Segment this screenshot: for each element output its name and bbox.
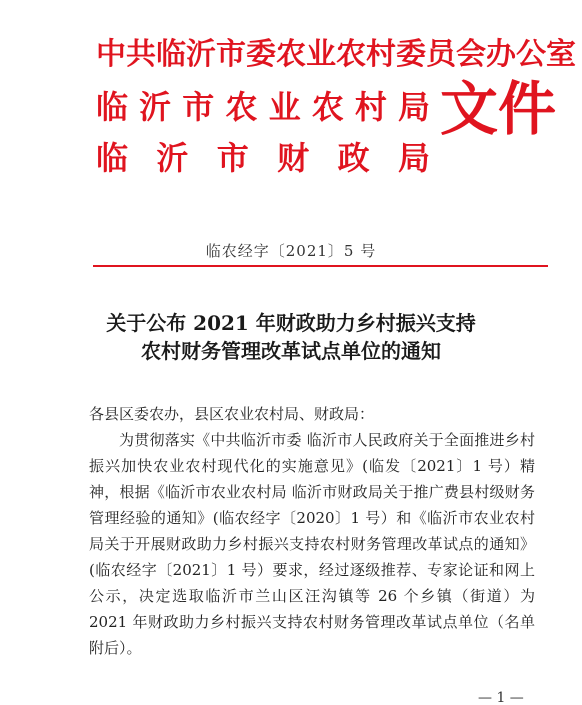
issuer-char: 市 bbox=[216, 37, 246, 72]
issuer-char: 农 bbox=[311, 88, 344, 126]
issuer-header bbox=[0, 0, 582, 200]
issuer-char: 局 bbox=[397, 139, 430, 177]
issuer-char: 员 bbox=[426, 37, 456, 72]
issuer-char: 市 bbox=[182, 88, 215, 126]
issuer-char: 市 bbox=[216, 139, 249, 177]
issuer-char: 农 bbox=[225, 88, 258, 126]
document-number: 临农经字〔2021〕5 号 bbox=[205, 242, 377, 260]
issuer-char: 业 bbox=[268, 88, 301, 126]
salutation: 各县区委农办，县区农业农村局、财政局： bbox=[89, 405, 375, 423]
issuer-char: 室 bbox=[546, 37, 576, 72]
issuer-char: 中 bbox=[96, 37, 126, 72]
document-title bbox=[0, 309, 582, 365]
issuer-char: 公 bbox=[516, 37, 546, 72]
page-number: — 1 — bbox=[478, 690, 524, 705]
title-line-1: 关于公布 2021 年财政助力乡村振兴支持 bbox=[106, 311, 476, 335]
issuer-char: 沂 bbox=[186, 37, 216, 72]
issuer-char: 会 bbox=[456, 37, 486, 72]
issuer-char: 临 bbox=[96, 88, 129, 126]
issuer-char: 局 bbox=[397, 88, 430, 126]
issuer-char: 委 bbox=[396, 37, 426, 72]
issuer-char: 委 bbox=[246, 37, 276, 72]
issuer-char: 村 bbox=[354, 88, 387, 126]
issuer-char: 沂 bbox=[139, 88, 172, 126]
title-line-2: 农村财务管理改革试点单位的通知 bbox=[141, 339, 441, 363]
issuer-char: 财 bbox=[277, 139, 310, 177]
document-suffix-wenjian: 文件 bbox=[440, 75, 557, 143]
issuer-line-finance-bureau bbox=[96, 141, 430, 175]
issuer-char: 农 bbox=[336, 37, 366, 72]
body-paragraph: 为贯彻落实《中共临沂市委 临沂市人民政府关于全面推进乡村振兴加快农业农村现代化的实施意见》(临发〔2021〕1 号）精神，根据《临沂市农业农村局 临沂市财政局关于推广费县村级财务管理经验的通知》(临农经字〔2020〕1 号）和《临沂市农业农村局关于开展财政助力乡村振兴支持农村财务管理改革试点的通知》(临农经字〔2021〕1 号）要求，经过逐级推荐、专家论证和网上公示，决定选取临沂市兰山区汪沟镇等 26 个乡镇（街道）为 2021 年财政助力乡村振兴支持农村财务管理改革试点单位（名单附后）。 bbox=[89, 431, 535, 657]
issuer-char: 办 bbox=[486, 37, 516, 72]
document-body bbox=[89, 401, 535, 661]
issuer-char: 业 bbox=[306, 37, 336, 72]
red-separator-line bbox=[93, 265, 548, 267]
issuer-char: 政 bbox=[337, 139, 370, 177]
issuer-char: 农 bbox=[276, 37, 306, 72]
issuer-char: 沂 bbox=[156, 139, 189, 177]
issuer-char: 村 bbox=[366, 37, 396, 72]
issuer-line-party-committee-office bbox=[96, 37, 576, 72]
issuer-char: 临 bbox=[96, 139, 129, 177]
issuer-line-agriculture-bureau bbox=[96, 90, 430, 124]
issuer-char: 共 bbox=[126, 37, 156, 72]
issuer-char: 临 bbox=[156, 37, 186, 72]
